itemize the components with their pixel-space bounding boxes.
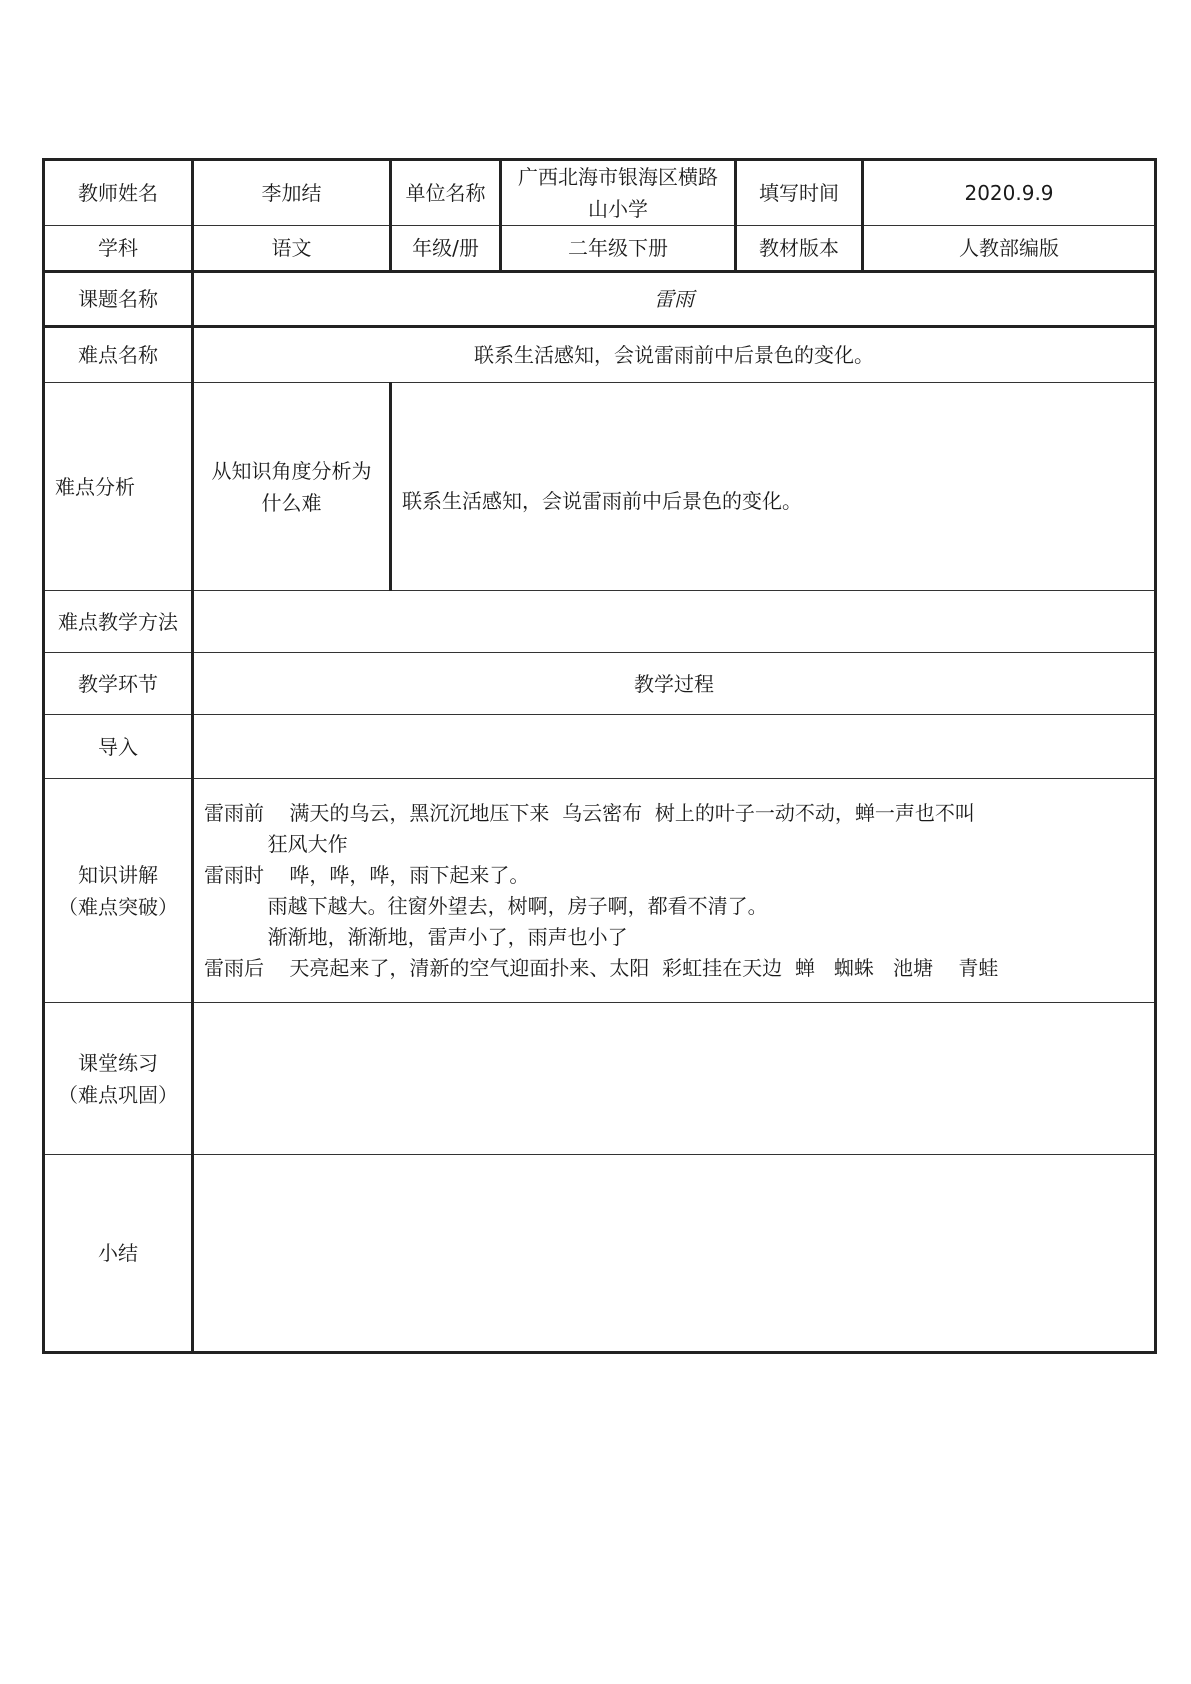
form-table bbox=[42, 158, 1157, 1354]
edition: 人教部编版 bbox=[863, 226, 1156, 272]
analysis-label: 难点分析 bbox=[44, 383, 193, 591]
topic-value: 雷雨 bbox=[193, 272, 1156, 327]
method-value bbox=[193, 591, 1156, 653]
practice-label-line2: （难点巩固） bbox=[58, 1082, 178, 1107]
practice-label-line1: 课堂练习 bbox=[78, 1050, 158, 1075]
difficulty-label: 难点名称 bbox=[44, 327, 193, 383]
intro-value bbox=[193, 715, 1156, 779]
fill-time: 2020.9.9 bbox=[863, 160, 1156, 226]
method-label: 难点教学方法 bbox=[44, 591, 193, 653]
knowledge-line: 雷雨时 哗，哗，哗，雨下起来了。 bbox=[204, 862, 530, 887]
unit-label: 单位名称 bbox=[391, 160, 501, 226]
edition-label: 教材版本 bbox=[736, 226, 863, 272]
grade-label: 年级/册 bbox=[391, 226, 501, 272]
knowledge-line: 雷雨后 天亮起来了，清新的空气迎面扑来、太阳 彩虹挂在天边 蝉 蜘蛛 池塘 青蛙 bbox=[204, 955, 999, 980]
lesson-plan-form bbox=[42, 158, 1154, 1354]
knowledge-content bbox=[193, 779, 1156, 1003]
analysis-sub-label: 从知识角度分析为什么难 bbox=[193, 383, 391, 591]
process-value: 教学过程 bbox=[193, 653, 1156, 715]
knowledge-line: 雷雨前 满天的乌云，黑沉沉地压下来 乌云密布 树上的叶子一动不动，蝉一声也不叫 bbox=[204, 800, 975, 825]
subject: 语文 bbox=[193, 226, 391, 272]
grade: 二年级下册 bbox=[501, 226, 736, 272]
practice-value bbox=[193, 1003, 1156, 1155]
process-label: 教学环节 bbox=[44, 653, 193, 715]
intro-label: 导入 bbox=[44, 715, 193, 779]
topic-label: 课题名称 bbox=[44, 272, 193, 327]
unit-name: 广西北海市银海区横路山小学 bbox=[501, 160, 736, 226]
teacher-label: 教师姓名 bbox=[44, 160, 193, 226]
knowledge-label-line2: （难点突破） bbox=[58, 894, 178, 919]
knowledge-line: 雨越下越大。往窗外望去，树啊，房子啊，都看不清了。 bbox=[204, 893, 768, 918]
knowledge-label-line1: 知识讲解 bbox=[78, 862, 158, 887]
difficulty-value: 联系生活感知，会说雷雨前中后景色的变化。 bbox=[193, 327, 1156, 383]
summary-value bbox=[193, 1155, 1156, 1353]
analysis-value: 联系生活感知，会说雷雨前中后景色的变化。 bbox=[391, 383, 1156, 591]
teacher-name: 李加结 bbox=[193, 160, 391, 226]
summary-label: 小结 bbox=[44, 1155, 193, 1353]
subject-label: 学科 bbox=[44, 226, 193, 272]
fill-time-label: 填写时间 bbox=[736, 160, 863, 226]
knowledge-line: 渐渐地，渐渐地，雷声小了，雨声也小了 bbox=[204, 924, 628, 949]
practice-label bbox=[44, 1003, 193, 1155]
knowledge-line: 狂风大作 bbox=[204, 831, 348, 856]
knowledge-label bbox=[44, 779, 193, 1003]
